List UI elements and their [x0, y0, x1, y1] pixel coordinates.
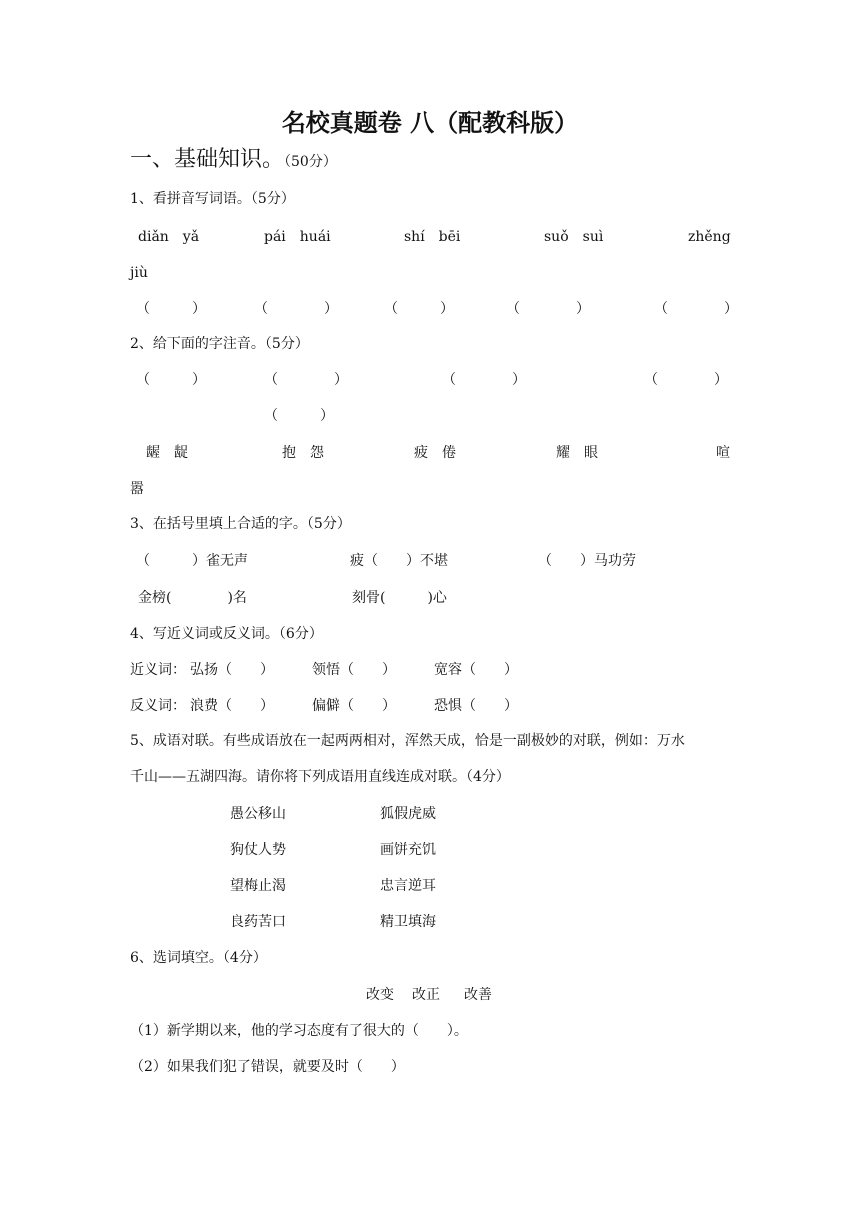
q1-blank-1: （ ） [136, 301, 206, 317]
q5-right-2: 画饼充饥 [380, 842, 436, 858]
q4-syn-2: 领悟（ ） [312, 662, 396, 678]
q2-blank-5: （ ） [264, 408, 334, 424]
q5-left-2: 狗仗人势 [230, 842, 286, 858]
q2-word-5: 喧 [716, 445, 730, 461]
q1-prompt: 1、看拼音写词语。（5分） [130, 191, 295, 207]
q6-item-2: （2）如果我们犯了错误，就要及时（ ） [130, 1059, 405, 1075]
q4-ant-2: 偏僻（ ） [312, 698, 396, 714]
q2-word-2: 抱 怨 [282, 445, 324, 461]
q3-item-4: 金榜( )名 [138, 590, 247, 606]
q1-pinyin-3: shí bēi [404, 229, 461, 245]
q6-option-1: 改变 [366, 987, 394, 1003]
q2-word-1: 龌 龊 [146, 445, 188, 461]
q6-item-1: （1）新学期以来，他的学习态度有了很大的（ ）。 [130, 1023, 468, 1039]
q2-word-wrap: 嚣 [130, 481, 144, 497]
q5-left-1: 愚公移山 [230, 806, 286, 822]
section-heading [130, 145, 337, 177]
q4-syn-3: 宽容（ ） [434, 662, 518, 678]
q3-item-5: 刻骨( )心 [352, 590, 447, 606]
page-title: 名校真题卷 八（配教科版） [281, 108, 579, 137]
section-points: （50分） [284, 154, 337, 170]
q1-pinyin-2: pái huái [264, 229, 331, 245]
q2-blank-4: （ ） [644, 372, 728, 388]
q3-item-3: （ ）马功劳 [538, 553, 636, 569]
q1-pinyin-4: suǒ suì [544, 229, 604, 245]
q5-prompt-line-2: 千山——五湖四海。请你将下列成语用直线连成对联。（4分） [130, 769, 510, 785]
q6-prompt: 6、选词填空。（4分） [130, 950, 267, 966]
q4-syn-1: 弘扬（ ） [190, 662, 274, 678]
q5-prompt-line-1: 5、成语对联。有些成语放在一起两两相对，浑然天成，恰是一副极妙的对联，例如：万水 [130, 733, 685, 749]
q1-pinyin-5: zhěng [688, 229, 731, 245]
q6-option-2: 改正 [412, 987, 440, 1003]
section-heading-text: 一、基础知识。 [130, 147, 285, 172]
q1-blank-3: （ ） [384, 301, 454, 317]
q4-prompt: 4、写近义词或反义词。（6分） [130, 626, 323, 642]
q4-ant-label: 反义词： [130, 698, 186, 714]
q3-prompt: 3、在括号里填上合适的字。（5分） [130, 516, 351, 532]
q4-syn-label: 近义词： [130, 662, 186, 678]
q1-pinyin-1: diǎn yǎ [138, 229, 200, 245]
q5-left-4: 良药苦口 [230, 914, 286, 930]
q3-item-2: 疲（ ）不堪 [350, 553, 448, 569]
q5-right-1: 狐假虎威 [380, 806, 436, 822]
q1-blank-2: （ ） [254, 301, 338, 317]
q2-word-4: 耀 眼 [556, 445, 598, 461]
q4-ant-1: 浪费（ ） [190, 698, 274, 714]
q1-pinyin-wrap: jiù [130, 265, 148, 281]
q5-right-4: 精卫填海 [380, 914, 436, 930]
q2-prompt: 2、给下面的字注音。（5分） [130, 336, 309, 352]
q2-word-3: 疲 倦 [414, 445, 456, 461]
q6-option-3: 改善 [464, 987, 492, 1003]
q2-blank-2: （ ） [264, 372, 348, 388]
q2-blank-1: （ ） [136, 372, 206, 388]
q2-blank-3: （ ） [442, 372, 526, 388]
q3-item-1: （ ）雀无声 [136, 553, 248, 569]
q5-left-3: 望梅止渴 [230, 878, 286, 894]
q1-blank-5: （ ） [654, 301, 738, 317]
q1-blank-4: （ ） [506, 301, 590, 317]
q5-right-3: 忠言逆耳 [380, 878, 436, 894]
q4-ant-3: 恐惧（ ） [434, 698, 518, 714]
